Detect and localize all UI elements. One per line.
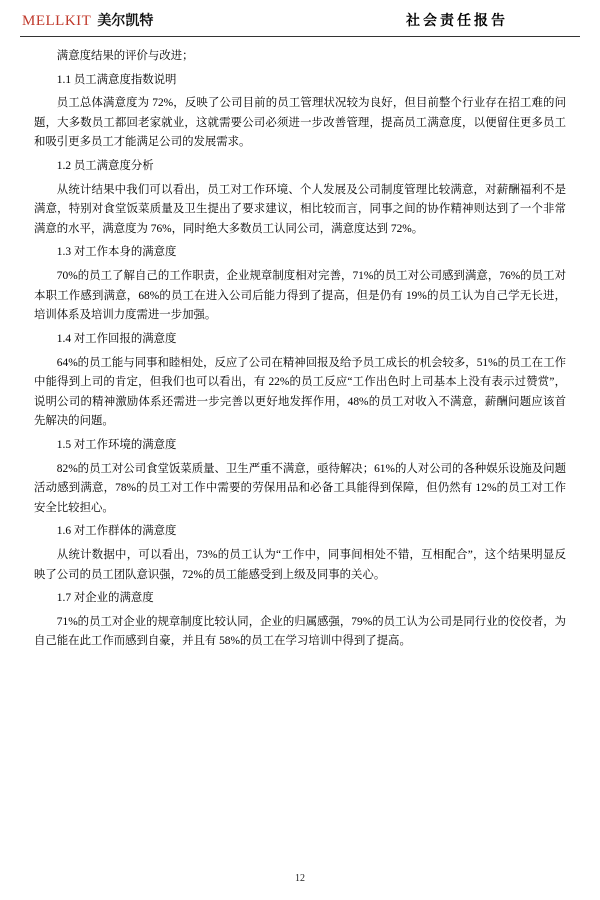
para-1-5: 82%的员工对公司食堂饭菜质量、卫生严重不满意，亟待解决；61%的人对公司的各种娱乐设施及问题活动感到满意，78%的员工对工作中需要的劳保用品和必备工具能得到保障，但仍然有 12%的员工对工作安全比较担心。: [34, 462, 566, 514]
company-logo: [22, 10, 153, 30]
page-title: 社会责任报告: [406, 14, 508, 29]
document-body: [0, 37, 600, 652]
heading-1-3: 1.3 对工作本身的满意度: [56, 246, 177, 259]
para-1-6: 从统计数据中，可以看出，73%的员工认为“工作中，同事间相处不错，互相配合”，这个结果明显反映了公司的员工团队意识强，72%的员工能感受到上级及同事的关心。: [34, 549, 566, 581]
section-intro: 满意度结果的评价与改进；: [56, 50, 194, 62]
para-1-4: 64%的员工能与同事和睦相处，反应了公司在精神回报及给予员工成长的机会较多，51%的员工在工作中能得到上司的肯定，但我们也可以看出，有 22%的员工反应“工作出色时上司基本上没有表示过赞赏”，说明公司的精神激励体系还需进一步完善以更好地发挥作用，48%的员工对收入不满意，薪酬问题应该首先解决的问题。: [34, 356, 566, 428]
para-1-2: 从统计结果中我们可以看出，员工对工作环境、个人发展及公司制度管理比较满意，对薪酬福利不是满意，特别对食堂饭菜质量及卫生提出了要求建议，相比较而言，同事之间的协作精神则达到了一个非常满意的水平，满意度为 76%，同时绝大多数员工认同公司，满意度达到 72%。: [34, 183, 566, 235]
heading-1-4: 1.4 对工作回报的满意度: [56, 332, 177, 345]
heading-1-6: 1.6 对工作群体的满意度: [56, 525, 177, 538]
heading-1-2: 1.2 员工满意度分析: [56, 160, 154, 173]
brand-latin-name: MELLKIT: [22, 13, 92, 29]
heading-1-7: 1.7 对企业的满意度: [56, 592, 154, 605]
heading-1-1: 1.1 员工满意度指数说明: [56, 73, 177, 86]
para-1-1: 员工总体满意度为 72%，反映了公司目前的员工管理状况较为良好，但目前整个行业存在招工难的问题，大多数员工都回老家就业，这就需要公司必须进一步改善管理，提高员工满意度，以便留住更多员工和吸引更多员工才能满足公司的发展需求。: [34, 97, 566, 149]
page-header: [0, 0, 600, 36]
brand-chinese-name: 美尔凯特: [97, 12, 154, 28]
page-number: 12: [295, 873, 305, 884]
para-1-7: 71%的员工对企业的规章制度比较认同，企业的归属感强，79%的员工认为公司是同行业的佼佼者，为自己能在此工作而感到自豪，并且有 58%的员工在学习培训中得到了提高。: [34, 615, 566, 648]
heading-1-5: 1.5 对工作环境的满意度: [56, 438, 177, 451]
para-1-3: 70%的员工了解自己的工作职责，企业规章制度相对完善，71%的员工对公司感到满意，76%的员工对本职工作感到满意，68%的员工在进入公司后能力得到了提高，但是仍有 19%的员工认为自己学无长进，培训体系及培训力度需进一步加强。: [34, 270, 566, 322]
